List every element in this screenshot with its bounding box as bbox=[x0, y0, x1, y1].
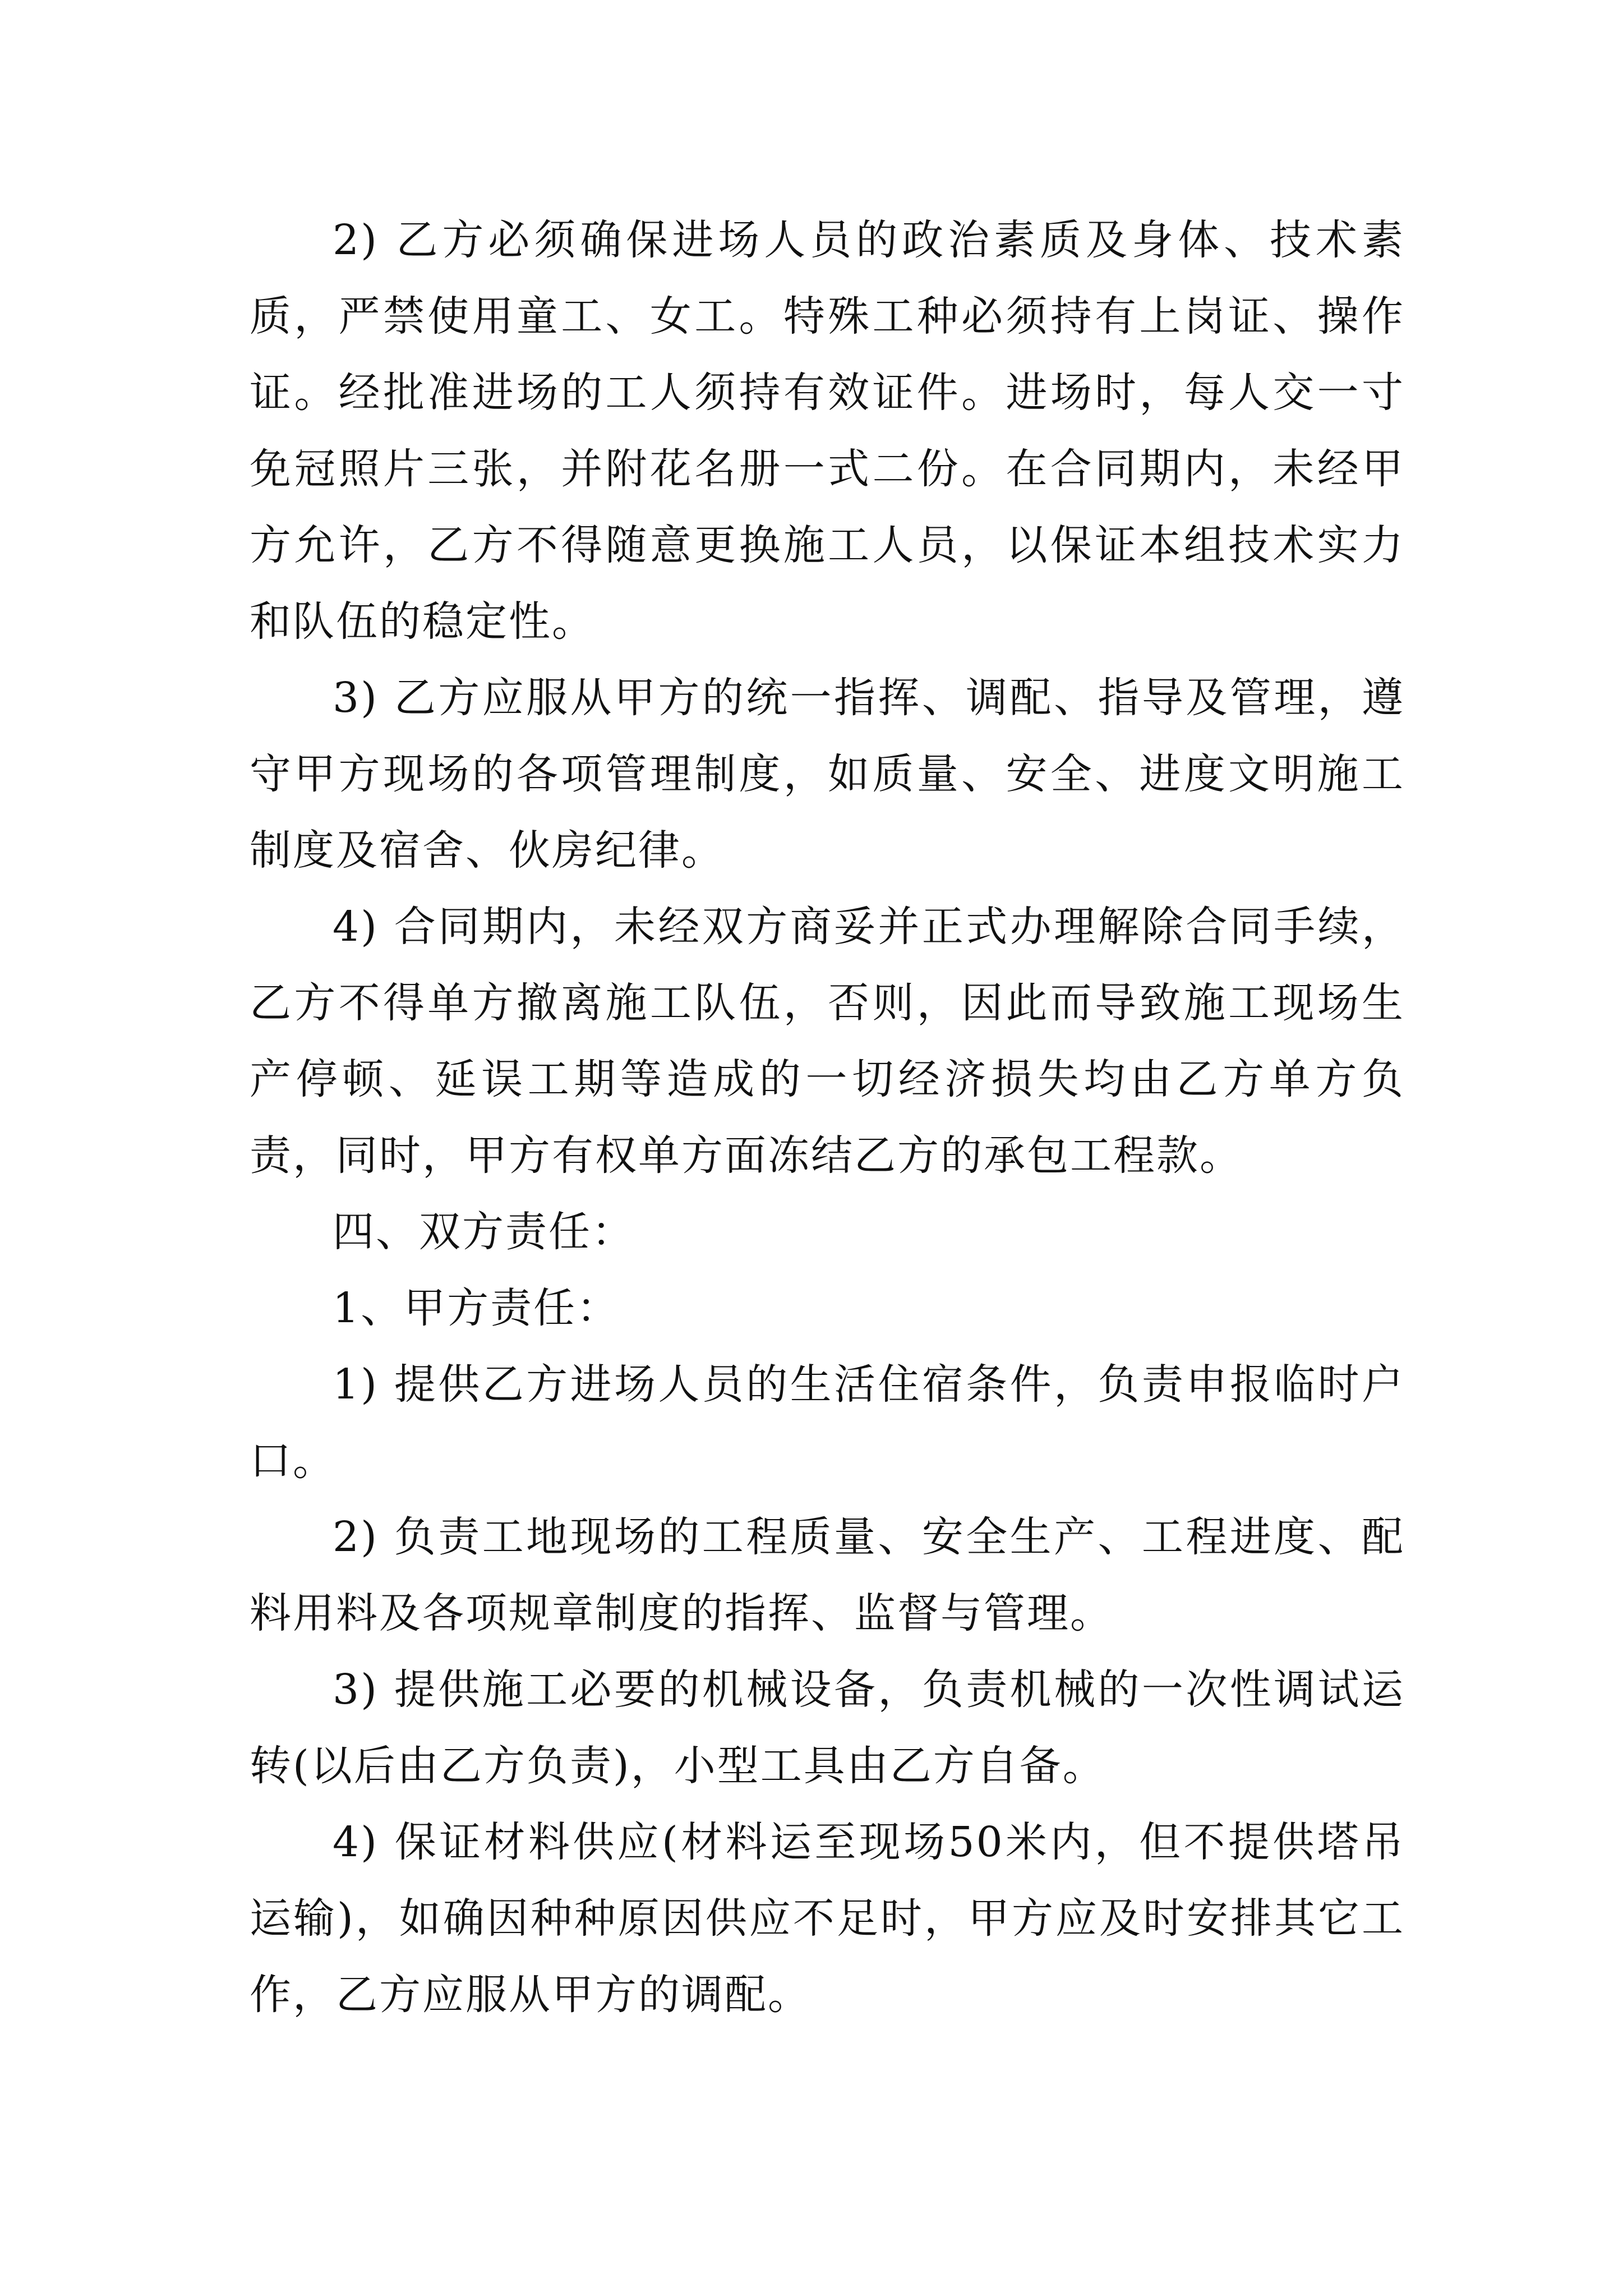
paragraph-no-withdrawal: 4) 合同期内，未经双方商妥并正式办理解除合同手续，乙方不得单方撤离施工队伍，否则，因此而导致施工现场生产停顿、延误工期等造成的一切经济损失均由乙方单方负责，同时，甲方有权单方面冻结乙方的承包工程款。 bbox=[250, 903, 1405, 1180]
section-heading-responsibilities: 四、双方责任： bbox=[333, 1208, 635, 1256]
paragraph-worker-quality: 2) 乙方必须确保进场人员的政治素质及身体、技术素质，严禁使用童工、女工。特殊工种必须持有上岗证、操作证。经批准进场的工人须持有效证件。进场时，每人交一寸免冠照片三张，并附花名册一式二份。在合同期内，未经甲方允许，乙方不得随意更换施工人员，以保证本组技术实力和队伍的稳定性。 bbox=[250, 216, 1405, 646]
subsection-heading-party-a: 1、甲方责任： bbox=[333, 1284, 620, 1332]
paragraph-site-supervision: 2) 负责工地现场的工程质量、安全生产、工程进度、配料用料及各项规章制度的指挥、监督与管理。 bbox=[250, 1513, 1405, 1637]
paragraph-material-supply: 4) 保证材料供应(材料运至现场50米内，但不提供塔吊运输)，如确因种种原因供应不足时，甲方应及时安排其它工作，乙方应服从甲方的调配。 bbox=[250, 1818, 1405, 2019]
document-body bbox=[250, 202, 1405, 2033]
paragraph-obey-management: 3) 乙方应服从甲方的统一指挥、调配、指导及管理，遵守甲方现场的各项管理制度，如质量、安全、进度文明施工制度及宿舍、伙房纪律。 bbox=[250, 674, 1405, 875]
paragraph-machinery: 3) 提供施工必要的机械设备，负责机械的一次性调试运转(以后由乙方负责)，小型工具由乙方自备。 bbox=[250, 1665, 1405, 1790]
paragraph-housing: 1) 提供乙方进场人员的生活住宿条件，负责申报临时户口。 bbox=[250, 1360, 1405, 1485]
